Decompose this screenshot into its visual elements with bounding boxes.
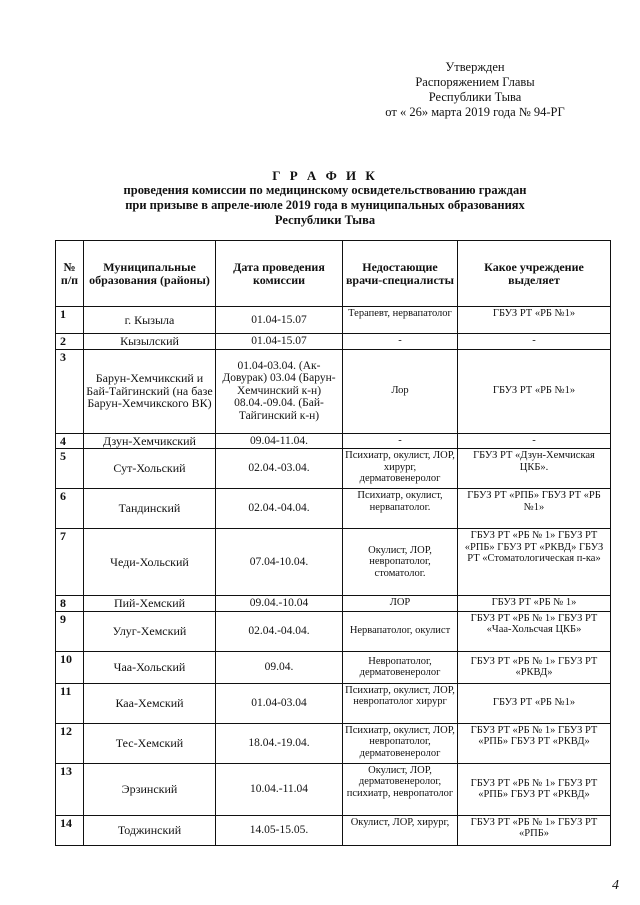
row-num: 10 bbox=[56, 651, 84, 683]
row-num: 8 bbox=[56, 596, 84, 612]
table-row bbox=[56, 723, 611, 763]
row-spec: Терапевт, нервапатолог bbox=[343, 307, 458, 334]
header-date: Дата проведения комиссии bbox=[216, 241, 343, 307]
row-spec: Психиатр, окулист, ЛОР, невропатолог хирург bbox=[343, 683, 458, 723]
row-date: 01.04-03.04. (Ак-Довурак) 03.04 (Барун-Хемчинский к-н) 08.04.-09.04. (Бай-Тайгинский к-н) bbox=[216, 349, 343, 433]
page-mark: 4 bbox=[612, 878, 619, 893]
table-row bbox=[56, 611, 611, 651]
row-muni: Кызылский bbox=[84, 334, 216, 350]
table-row bbox=[56, 683, 611, 723]
title-line: проведения комиссии по медицинскому освидетельствованию граждан bbox=[123, 183, 527, 197]
row-num: 12 bbox=[56, 723, 84, 763]
row-date: 01.04-15.07 bbox=[216, 307, 343, 334]
row-date: 01.04-15.07 bbox=[216, 334, 343, 350]
table-row bbox=[56, 449, 611, 489]
table-row bbox=[56, 433, 611, 449]
row-inst: ГБУЗ РТ «РБ № 1» bbox=[458, 596, 611, 612]
row-date: 09.04.-10.04 bbox=[216, 596, 343, 612]
table-row bbox=[56, 763, 611, 815]
row-spec: Психиатр, окулист, нервапатолог. bbox=[343, 489, 458, 529]
row-spec: Невропатолог, дерматовенеролог bbox=[343, 651, 458, 683]
row-spec: - bbox=[343, 334, 458, 350]
row-inst: ГБУЗ РТ «РБ №1» bbox=[458, 307, 611, 334]
row-date: 02.04.-04.04. bbox=[216, 489, 343, 529]
header-inst: Какое учреждение выделяет bbox=[458, 241, 611, 307]
table-row bbox=[56, 815, 611, 845]
row-inst: ГБУЗ РТ «РБ № 1» ГБУЗ РТ «Чаа-Хольсчая ЦКБ» bbox=[458, 611, 611, 651]
header-num: № п/п bbox=[56, 241, 84, 307]
row-inst: ГБУЗ РТ «РБ №1» bbox=[458, 683, 611, 723]
table-row bbox=[56, 529, 611, 596]
row-num: 9 bbox=[56, 611, 84, 651]
row-muni: г. Кызыла bbox=[84, 307, 216, 334]
row-inst: - bbox=[458, 334, 611, 350]
row-num: 3 bbox=[56, 349, 84, 433]
row-spec: Окулист, ЛОР, невропатолог, стоматолог. bbox=[343, 529, 458, 596]
table-header-row bbox=[56, 241, 611, 307]
row-date: 09.04-11.04. bbox=[216, 433, 343, 449]
header-muni: Муниципальные образования (районы) bbox=[84, 241, 216, 307]
row-inst: ГБУЗ РТ «Дзун-Хемчиская ЦКБ». bbox=[458, 449, 611, 489]
row-muni: Каа-Хемский bbox=[84, 683, 216, 723]
approval-line: Утвержден bbox=[445, 60, 505, 74]
row-date: 02.04.-04.04. bbox=[216, 611, 343, 651]
row-inst: ГБУЗ РТ «РБ № 1» ГБУЗ РТ «РПБ» ГБУЗ РТ «РКВД» bbox=[458, 723, 611, 763]
row-inst: - bbox=[458, 433, 611, 449]
table-row bbox=[56, 349, 611, 433]
title-line: при призыве в апреле-июле 2019 года в муниципальных образованиях bbox=[125, 198, 525, 212]
row-muni: Дзун-Хемчикский bbox=[84, 433, 216, 449]
row-inst: ГБУЗ РТ «РБ №1» bbox=[458, 349, 611, 433]
row-muni: Сут-Хольский bbox=[84, 449, 216, 489]
row-spec: Психиатр, окулист, ЛОР, невропатолог, дерматовенеролог bbox=[343, 723, 458, 763]
row-num: 1 bbox=[56, 307, 84, 334]
header-spec: Недостающие врачи-специалисты bbox=[343, 241, 458, 307]
row-num: 7 bbox=[56, 529, 84, 596]
row-date: 10.04.-11.04 bbox=[216, 763, 343, 815]
row-muni: Улуг-Хемский bbox=[84, 611, 216, 651]
row-num: 11 bbox=[56, 683, 84, 723]
row-spec: Психиатр, окулист, ЛОР, хирург, дерматовенеролог bbox=[343, 449, 458, 489]
row-spec: Окулист, ЛОР, дерматовенеролог, психиатр, невропатолог bbox=[343, 763, 458, 815]
approval-line: Республики Тыва bbox=[428, 90, 522, 104]
row-date: 18.04.-19.04. bbox=[216, 723, 343, 763]
row-inst: ГБУЗ РТ «РБ № 1» ГБУЗ РТ «РПБ» ГБУЗ РТ «РКВД» bbox=[458, 763, 611, 815]
table-row bbox=[56, 651, 611, 683]
row-date: 14.05-15.05. bbox=[216, 815, 343, 845]
row-date: 09.04. bbox=[216, 651, 343, 683]
row-spec: - bbox=[343, 433, 458, 449]
table-row bbox=[56, 596, 611, 612]
approval-line: от « 26» марта 2019 года № 94-РГ bbox=[385, 105, 565, 119]
row-muni: Чеди-Хольский bbox=[84, 529, 216, 596]
row-inst: ГБУЗ РТ «РБ № 1» ГБУЗ РТ «РПБ» bbox=[458, 815, 611, 845]
document-title bbox=[90, 168, 560, 228]
row-inst: ГБУЗ РТ «РБ № 1» ГБУЗ РТ «РКВД» bbox=[458, 651, 611, 683]
row-date: 07.04-10.04. bbox=[216, 529, 343, 596]
title-heading: Г Р А Ф И К bbox=[272, 168, 378, 183]
approval-block bbox=[340, 60, 610, 120]
row-num: 2 bbox=[56, 334, 84, 350]
row-spec: Лор bbox=[343, 349, 458, 433]
row-num: 13 bbox=[56, 763, 84, 815]
row-muni: Барун-Хемчикский и Бай-Тайгинский (на базе Барун-Хемчикского ВК) bbox=[84, 349, 216, 433]
row-num: 5 bbox=[56, 449, 84, 489]
table-row bbox=[56, 334, 611, 350]
row-date: 02.04.-03.04. bbox=[216, 449, 343, 489]
row-spec: Окулист, ЛОР, хирург, bbox=[343, 815, 458, 845]
approval-line: Распоряжением Главы bbox=[415, 75, 535, 89]
row-muni: Эрзинский bbox=[84, 763, 216, 815]
table-row bbox=[56, 307, 611, 334]
row-muni: Чаа-Хольский bbox=[84, 651, 216, 683]
row-num: 6 bbox=[56, 489, 84, 529]
row-num: 4 bbox=[56, 433, 84, 449]
row-muni: Пий-Хемский bbox=[84, 596, 216, 612]
table-row bbox=[56, 489, 611, 529]
row-muni: Тес-Хемский bbox=[84, 723, 216, 763]
row-date: 01.04-03.04 bbox=[216, 683, 343, 723]
row-muni: Тандинский bbox=[84, 489, 216, 529]
row-inst: ГБУЗ РТ «РБ № 1» ГБУЗ РТ «РПБ» ГБУЗ РТ «РКВД» ГБУЗ РТ «Стоматологическая п-ка» bbox=[458, 529, 611, 596]
row-spec: Нервапатолог, окулист bbox=[343, 611, 458, 651]
row-inst: ГБУЗ РТ «РПБ» ГБУЗ РТ «РБ №1» bbox=[458, 489, 611, 529]
row-muni: Тоджинский bbox=[84, 815, 216, 845]
title-line: Республики Тыва bbox=[274, 213, 376, 227]
row-spec: ЛОР bbox=[343, 596, 458, 612]
row-num: 14 bbox=[56, 815, 84, 845]
schedule-table bbox=[55, 240, 611, 846]
